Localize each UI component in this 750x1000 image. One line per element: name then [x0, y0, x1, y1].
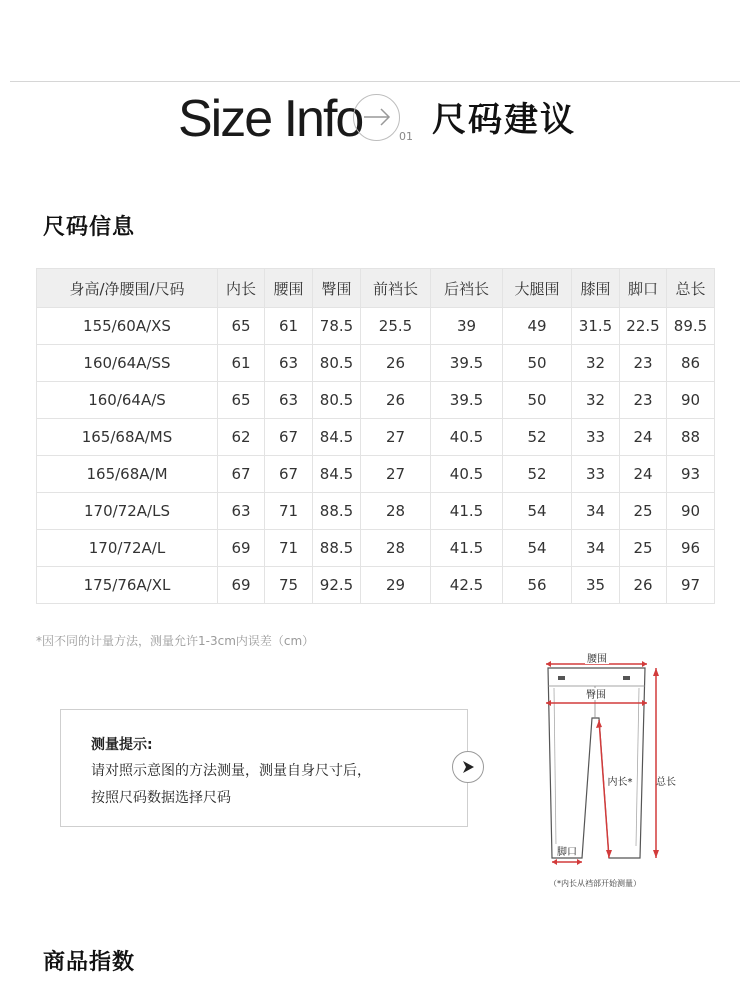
measurement-cell: 23	[620, 382, 667, 419]
column-header: 内长	[218, 269, 265, 308]
measurement-cell: 65	[218, 382, 265, 419]
measurement-cell: 25.5	[361, 308, 431, 345]
size-section-title: 尺码信息	[43, 215, 136, 240]
page-title: 尺码建议	[432, 100, 576, 140]
measurement-cell: 25	[620, 493, 667, 530]
measurement-cell: 62	[218, 419, 265, 456]
measurement-cell: 31.5	[572, 308, 620, 345]
measurement-cell: 26	[361, 382, 431, 419]
measurement-cell: 40.5	[431, 419, 503, 456]
index-section-title: 商品指数	[43, 950, 136, 975]
measurement-cell: 71	[265, 493, 313, 530]
size-label-cell: 165/68A/MS	[37, 419, 218, 456]
measurement-cell: 29	[361, 567, 431, 604]
size-label-cell: 160/64A/SS	[37, 345, 218, 382]
table-row	[37, 419, 715, 456]
measurement-cell: 28	[361, 530, 431, 567]
measurement-cell: 25	[620, 530, 667, 567]
table-row	[37, 530, 715, 567]
size-label-cell: 155/60A/XS	[37, 308, 218, 345]
measurement-cell: 22.5	[620, 308, 667, 345]
tip-title: 测量提示:	[91, 737, 153, 753]
measurement-cell: 80.5	[313, 382, 361, 419]
section-index: 01	[399, 130, 413, 143]
page-header	[0, 88, 750, 158]
table-row	[37, 493, 715, 530]
measurement-cell: 39.5	[431, 345, 503, 382]
measurement-cell: 69	[218, 530, 265, 567]
column-header: 腰围	[265, 269, 313, 308]
column-header: 身高/净腰围/尺码	[37, 269, 218, 308]
measurement-cell: 84.5	[313, 456, 361, 493]
measurement-cell: 54	[503, 530, 572, 567]
diagram-waist-label: 腰围	[587, 654, 607, 665]
measurement-cell: 28	[361, 493, 431, 530]
measurement-cell: 88.5	[313, 493, 361, 530]
size-table	[36, 268, 715, 604]
measurement-cell: 52	[503, 419, 572, 456]
measurement-cell: 96	[667, 530, 715, 567]
pants-measurement-diagram	[535, 646, 685, 896]
measurement-cell: 54	[503, 493, 572, 530]
diagram-footnote: （*内长从裆部开始测量）	[549, 879, 641, 888]
column-header: 脚口	[620, 269, 667, 308]
table-row	[37, 308, 715, 345]
diagram-inseam-label: 内长*	[607, 777, 633, 788]
measurement-cell: 67	[265, 456, 313, 493]
measurement-cell: 32	[572, 345, 620, 382]
measurement-cell: 71	[265, 530, 313, 567]
column-header: 总长	[667, 269, 715, 308]
measurement-cell: 26	[361, 345, 431, 382]
measurement-cell: 40.5	[431, 456, 503, 493]
measurement-cell: 24	[620, 419, 667, 456]
measurement-cell: 33	[572, 456, 620, 493]
table-header-row	[37, 269, 715, 308]
measurement-cell: 41.5	[431, 530, 503, 567]
measurement-cell: 56	[503, 567, 572, 604]
measurement-cell: 52	[503, 456, 572, 493]
measurement-cell: 49	[503, 308, 572, 345]
measurement-cell: 88	[667, 419, 715, 456]
measurement-cell: 39	[431, 308, 503, 345]
measurement-cell: 26	[620, 567, 667, 604]
measurement-cell: 63	[265, 345, 313, 382]
diagram-length-label: 总长	[656, 777, 676, 788]
measurement-cell: 97	[667, 567, 715, 604]
table-row	[37, 345, 715, 382]
measurement-cell: 67	[218, 456, 265, 493]
measurement-cell: 61	[265, 308, 313, 345]
measurement-cell: 78.5	[313, 308, 361, 345]
table-body	[37, 308, 715, 604]
measurement-cell: 69	[218, 567, 265, 604]
measurement-cell: 90	[667, 493, 715, 530]
table-row	[37, 382, 715, 419]
arrow-circle-icon	[353, 94, 400, 141]
measurement-cell: 34	[572, 493, 620, 530]
measurement-cell: 27	[361, 419, 431, 456]
measurement-cell: 27	[361, 456, 431, 493]
column-header: 臀围	[313, 269, 361, 308]
measurement-cell: 92.5	[313, 567, 361, 604]
measurement-cell: 86	[667, 345, 715, 382]
play-arrow-icon	[460, 759, 476, 775]
size-label-cell: 170/72A/L	[37, 530, 218, 567]
measurement-cell: 50	[503, 345, 572, 382]
measurement-cell: 63	[265, 382, 313, 419]
measurement-cell: 34	[572, 530, 620, 567]
measurement-note: *因不同的计量方法，测量允许1-3cm内误差（cm）	[36, 634, 315, 648]
diagram-hip-label: 臀围	[586, 690, 606, 701]
measurement-cell: 41.5	[431, 493, 503, 530]
measurement-cell: 93	[667, 456, 715, 493]
column-header: 前裆长	[361, 269, 431, 308]
measurement-cell: 35	[572, 567, 620, 604]
next-arrow-button[interactable]	[452, 751, 484, 783]
table-row	[37, 567, 715, 604]
measurement-cell: 32	[572, 382, 620, 419]
size-label-cell: 170/72A/LS	[37, 493, 218, 530]
column-header: 后裆长	[431, 269, 503, 308]
measurement-cell: 23	[620, 345, 667, 382]
tip-line-2: 按照尺码数据选择尺码	[91, 790, 231, 806]
measurement-cell: 61	[218, 345, 265, 382]
measurement-cell: 39.5	[431, 382, 503, 419]
measurement-cell: 33	[572, 419, 620, 456]
top-divider	[10, 81, 740, 82]
tip-line-1: 请对照示意图的方法测量，测量自身尺寸后，	[91, 763, 371, 779]
measurement-cell: 88.5	[313, 530, 361, 567]
size-label-cell: 160/64A/S	[37, 382, 218, 419]
measurement-cell: 67	[265, 419, 313, 456]
brand-title: Size Info	[178, 90, 363, 148]
measurement-cell: 24	[620, 456, 667, 493]
measurement-cell: 89.5	[667, 308, 715, 345]
size-label-cell: 165/68A/M	[37, 456, 218, 493]
measurement-cell: 75	[265, 567, 313, 604]
measurement-cell: 63	[218, 493, 265, 530]
measurement-cell: 90	[667, 382, 715, 419]
measurement-cell: 50	[503, 382, 572, 419]
measurement-cell: 42.5	[431, 567, 503, 604]
column-header: 大腿围	[503, 269, 572, 308]
measurement-tip-box	[60, 709, 468, 827]
size-label-cell: 175/76A/XL	[37, 567, 218, 604]
measurement-cell: 80.5	[313, 345, 361, 382]
table-row	[37, 456, 715, 493]
diagram-hem-label: 脚口	[557, 847, 577, 858]
measurement-cell: 84.5	[313, 419, 361, 456]
measurement-cell: 65	[218, 308, 265, 345]
column-header: 膝围	[572, 269, 620, 308]
